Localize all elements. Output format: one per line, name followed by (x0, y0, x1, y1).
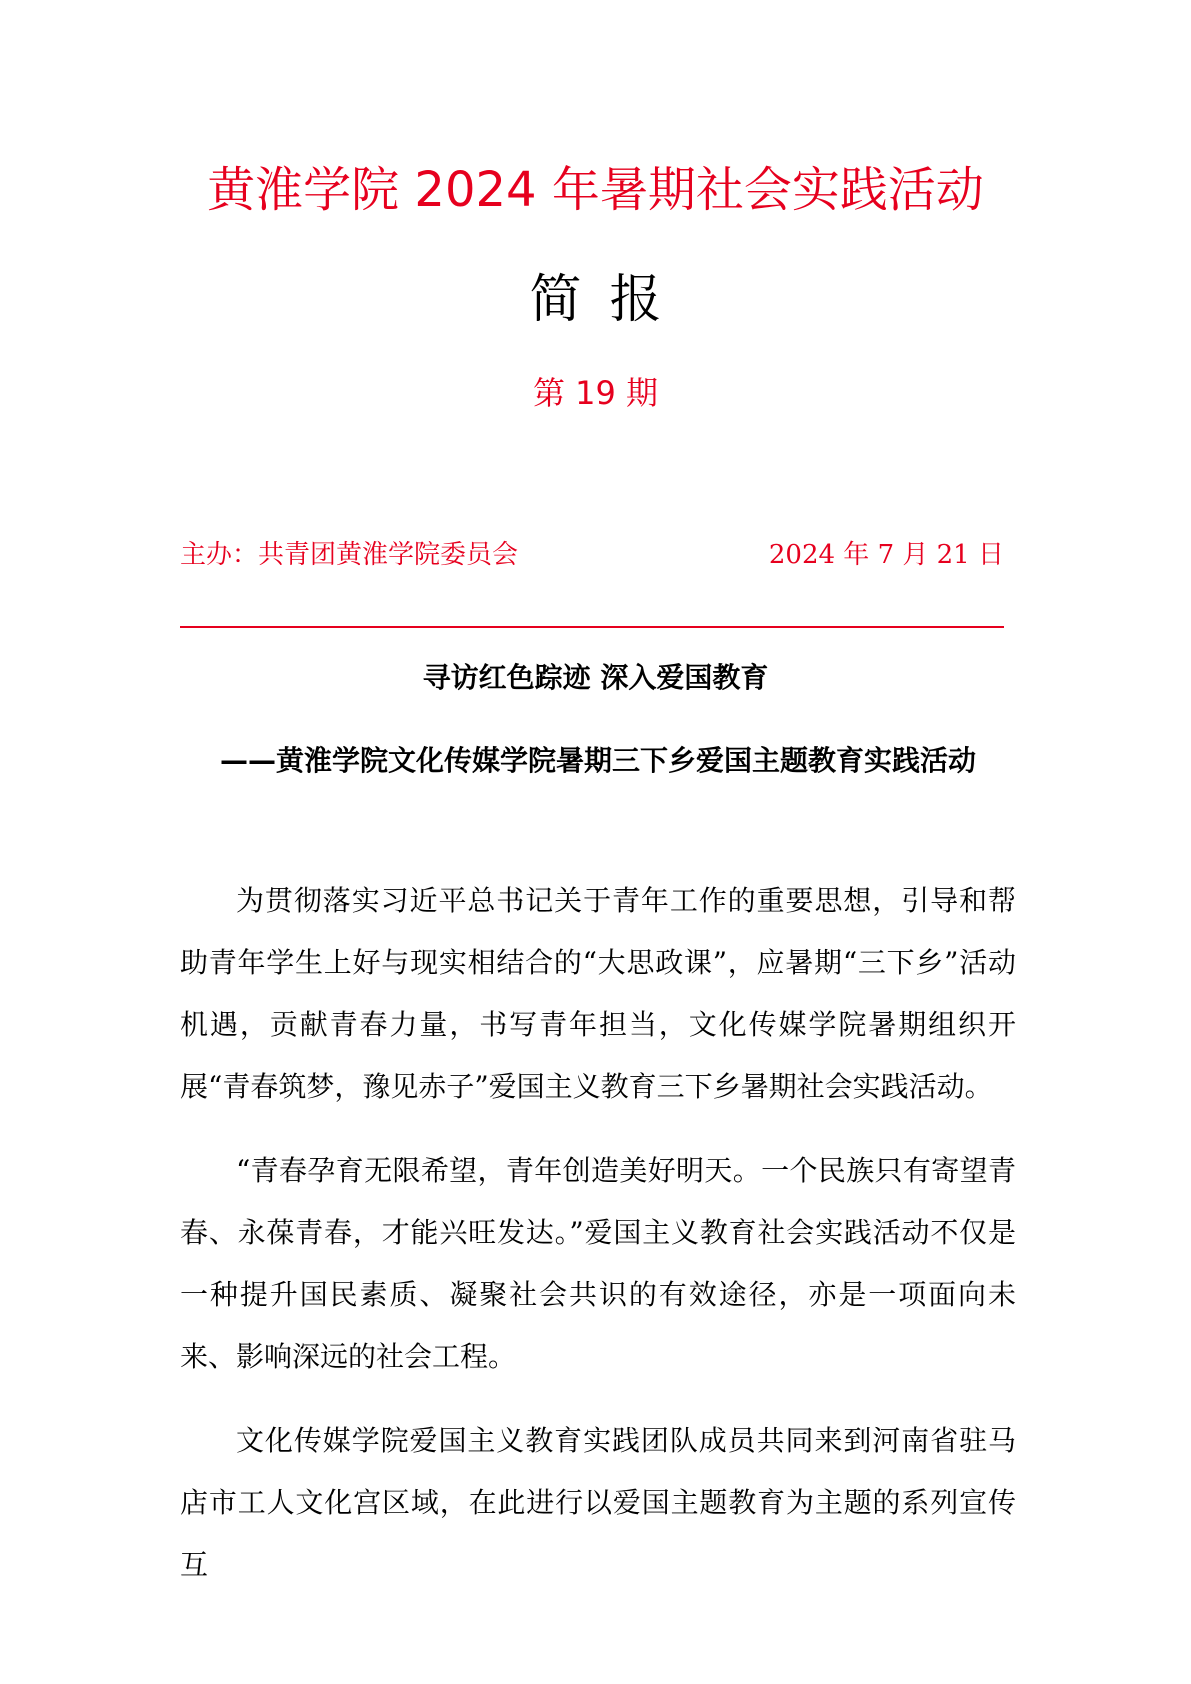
masthead-title: 黄淮学院 2024 年暑期社会实践活动 (207, 162, 984, 218)
article-subtitle: ——黄淮学院文化传媒学院暑期三下乡爱国主题教育实践活动 (219, 744, 976, 777)
body-paragraph: “青春孕育无限希望，青年创造美好明天。一个民族只有寄望青春、永葆青春，才能兴旺发达。”爱国主义教育社会实践活动不仅是一种提升国民素质、凝聚社会共识的有效途径，亦是一项面向未来、影响深远的社会工程。 (180, 1154, 1016, 1373)
issue-number: 第 19 期 (532, 374, 659, 412)
masthead-subtitle: 简报 (529, 270, 690, 330)
article-body (180, 870, 1016, 1618)
header-divider (180, 626, 1004, 628)
body-paragraph: 文化传媒学院爱国主义教育实践团队成员共同来到河南省驻马店市工人文化宫区域，在此进行以爱国主题教育为主题的系列宣传互 (180, 1424, 1016, 1581)
body-paragraph: 为贯彻落实习近平总书记关于青年工作的重要思想，引导和帮助青年学生上好与现实相结合的“大思政课”，应暑期“三下乡”活动机遇，贡献青春力量，书写青年担当，文化传媒学院暑期组织开展“青春筑梦，豫见赤子”爱国主义教育三下乡暑期社会实践活动。 (180, 884, 1016, 1103)
publish-date: 2024 年 7 月 21 日 (768, 540, 1004, 570)
sponsor-line: 主办：共青团黄淮学院委员会 (180, 540, 519, 570)
article-title: 寻访红色踪迹 深入爱国教育 (422, 661, 769, 694)
meta-row (180, 537, 1004, 573)
